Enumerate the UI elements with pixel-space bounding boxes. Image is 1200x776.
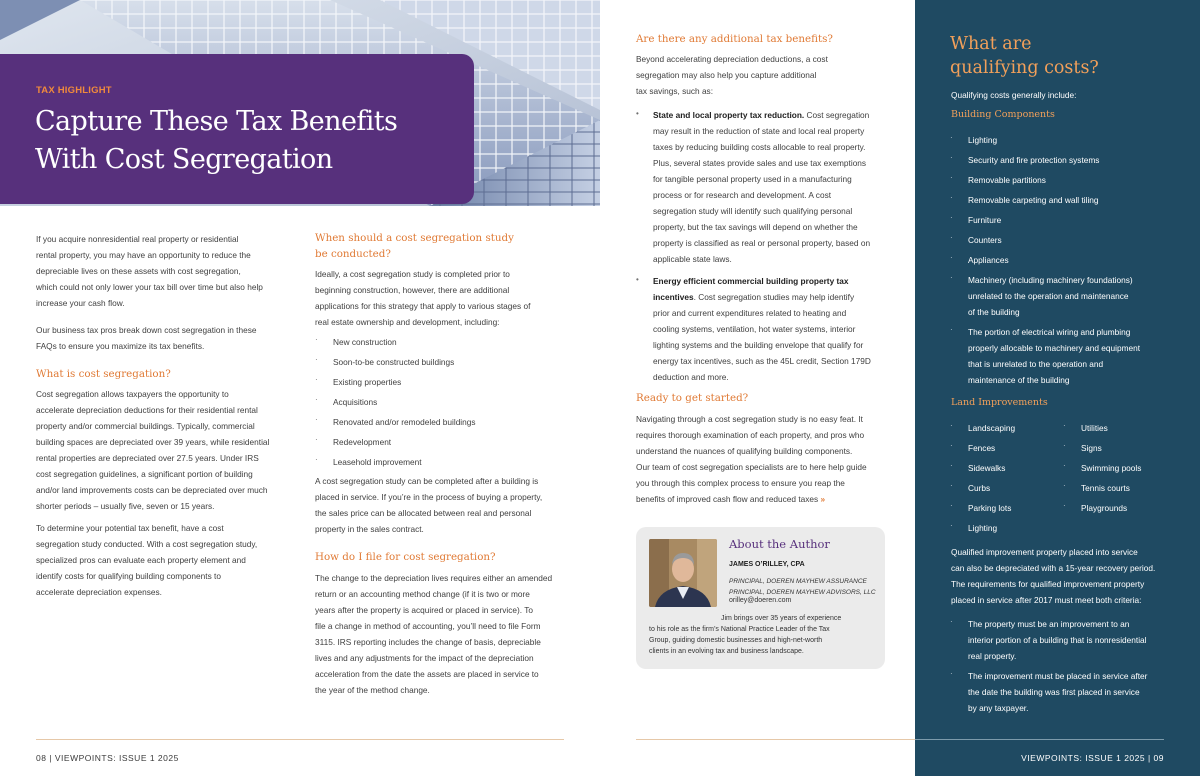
list-item: Lighting (968, 135, 998, 145)
intro-paragraph-2: Our business tax pros break down cost segregation in these FAQs to ensure you maximize its tax benefits. (36, 325, 257, 351)
answer-paragraph-2: To determine your potential tax benefit, have a cost segregation study conducted. With a cost segregation study, specialized pros can evaluate each property element and identify costs for qualifying building components to accelerate depreciation expenses. (36, 523, 258, 597)
bullet-icon: · (315, 435, 318, 444)
list-item: Removable carpeting and wall tiling (968, 195, 1099, 205)
question-heading: How do I file for cost segregation? (315, 551, 496, 563)
question-heading: Are there any additional tax benefits? (636, 33, 833, 45)
list-item: Lighting (968, 523, 998, 533)
bullet-icon: • (636, 109, 639, 118)
list-item: Sidewalks (968, 463, 1006, 473)
page-footer: 08 | VIEWPOINTS: ISSUE 1 2025 (36, 753, 179, 763)
list-item: Acquisitions (333, 397, 378, 407)
list-item: The improvement must be placed in service after the date the building was first placed in service by any taxpayer. (968, 671, 1148, 713)
answer-paragraph: Beyond accelerating depreciation deductions, a cost segregation may also help you capture additional tax savings, such as: (636, 54, 828, 96)
page-title-line-2: With Cost Segregation (35, 144, 333, 175)
bullet-icon: · (315, 335, 318, 344)
answer-paragraph: The change to the depreciation lives requires either an amended return or an accounting method change (if it is two or more years after the property is acquired or placed in service). To file a change in method of accounting, you’ll need to file Form 3115. IRS reporting includes the change of basis, depreciable lives and any adjustments for the impact of the depreciation acceleration from the date the assets are placed in service to the year of the method change. (315, 573, 553, 695)
list-item: Utilities (1081, 423, 1108, 433)
list-item: The portion of electrical wiring and plumbing properly allocable to machinery and equipment that is unrelated to the operation and maintenance of the building (968, 327, 1141, 385)
answer-paragraph: Navigating through a cost segregation study is no easy feat. It requires thorough examination of each property, and pros who understand the nuances of qualifying building components. Our team of cost segregation specialists are to here help guide you through this complex process to ensure you reap the benefits of improved cash flow and reduced taxes » (636, 414, 867, 504)
bullet-icon: · (950, 273, 953, 282)
author-bio: Jim brings over 35 years of experience to his role as the firm’s National Practice Leader of the Tax Group, guiding domestic businesses and high-net-worth clients in an evolving tax and business landscape. (649, 615, 842, 655)
bullet-icon: · (1063, 501, 1066, 510)
bullet-icon: · (950, 233, 953, 242)
bullet-icon: · (950, 193, 953, 202)
bullet-icon: · (950, 617, 953, 626)
list-item: Parking lots (968, 503, 1012, 513)
author-email: orilley@doeren.com (729, 597, 792, 604)
bullet-icon: · (950, 501, 953, 510)
land-improvements-heading: Land Improvements (951, 397, 1048, 408)
question-heading: What is cost segregation? (36, 368, 171, 380)
list-item: Curbs (968, 483, 991, 493)
bullet-icon: · (1063, 421, 1066, 430)
benefit-state-local: State and local property tax reduction. Cost segregation may result in the reduction of state and local real property taxes by reducing building costs allocable to real property. Plus, several states provide sales and use tax exemptions for tangible personal property used in a manufacturing process or for research and development. A cost segregation study will identify such qualifying personal property, but the tax savings will depend on whether the property is classified as real or personal property, based on applicable state laws. (653, 110, 871, 264)
bullet-icon: · (950, 481, 953, 490)
list-item: Appliances (968, 255, 1009, 265)
bullet-icon: · (950, 669, 953, 678)
bullet-icon: · (315, 455, 318, 464)
author-photo (649, 539, 717, 607)
author-heading: About the Author (729, 537, 830, 551)
list-item: Removable partitions (968, 175, 1046, 185)
list-item: New construction (333, 337, 397, 347)
footer-rule (636, 739, 915, 740)
bullet-icon: · (950, 213, 953, 222)
list-item: Playgrounds (1081, 503, 1128, 513)
section-label: TAX HIGHLIGHT (36, 85, 112, 96)
question-heading: When should a cost segregation study (315, 232, 514, 244)
page-footer: VIEWPOINTS: ISSUE 1 2025 | 09 (1021, 753, 1164, 763)
author-name: JAMES O’RILLEY, CPA (729, 561, 805, 568)
bullet-icon: · (950, 153, 953, 162)
sidebar-title: What are qualifying costs? (950, 34, 1099, 78)
bullet-icon: · (315, 355, 318, 364)
benefit-energy: Energy efficient commercial building property tax incentives. Cost segregation studies may help identify prior and current expenditures related to heating and cooling systems, ventilation, hot water systems, interior lighting systems and the building envelope that qualify for energy tax incentives, such as the 45L credit, Section 179D deduction and more. (653, 276, 871, 382)
answer-paragraph: Cost segregation allows taxpayers the opportunity to accelerate depreciation deductions for their residential rental property and/or commercial buildings. Typically, commercial building spaces are depreciated over 39 years, while residential rental properties are depreciated over 27.5 years. Under IRS cost segregation guidelines, a significant portion of building and/or land improvements costs can be depreciated over much shorter periods – usually five, seven or 15 years. (36, 389, 270, 511)
sidebar-intro: Qualifying costs generally include: (951, 90, 1077, 100)
bullet-icon: · (950, 133, 953, 142)
list-item: Soon-to-be constructed buildings (333, 357, 455, 367)
page-title-line-1: Capture These Tax Benefits (35, 106, 398, 137)
qip-paragraph: Qualified improvement property placed into service can also be depreciated with a 15-year recovery period. The requirements for qualified improvement property placed in service after 2017 must meet both criteria: (951, 547, 1156, 605)
bullet-icon: · (1063, 441, 1066, 450)
list-item: Security and fire protection systems (968, 155, 1100, 165)
building-components-heading: Building Components (951, 109, 1055, 120)
bullet-icon: · (950, 461, 953, 470)
bullet-icon: · (315, 375, 318, 384)
question-heading: Ready to get started? (636, 392, 749, 404)
list-item: Counters (968, 235, 1002, 245)
list-item: Furniture (968, 215, 1002, 225)
end-mark-icon: » (820, 494, 826, 504)
list-item: Swimming pools (1081, 463, 1142, 473)
bullet-icon: · (1063, 481, 1066, 490)
bullet-icon: • (636, 275, 639, 284)
intro-paragraph: If you acquire nonresidential real property or residential rental property, you may have an opportunity to reduce the depreciable lives on these assets with cost segregation, which could not only lower your tax bill over time but also help increase your cash flow. (36, 234, 263, 308)
list-item: Redevelopment (333, 437, 392, 447)
bullet-icon: · (315, 415, 318, 424)
list-item: Tennis courts (1081, 483, 1130, 493)
list-item: Renovated and/or remodeled buildings (333, 417, 476, 427)
list-item: Fences (968, 443, 996, 453)
bullet-icon: · (315, 395, 318, 404)
bullet-icon: · (950, 253, 953, 262)
footer-rule (915, 739, 1164, 740)
bullet-icon: · (950, 421, 953, 430)
list-item: Existing properties (333, 377, 402, 387)
list-item: Leasehold improvement (333, 457, 422, 467)
answer-paragraph-2: A cost segregation study can be completed after a building is placed in service. If you’re in the process of buying a property, the sales price can be allocated between real and personal property in the sales contract. (315, 476, 543, 534)
bullet-icon: · (950, 173, 953, 182)
footer-rule (36, 739, 564, 740)
list-item: The property must be an improvement to an interior portion of a building that is nonresidential real property. (968, 619, 1147, 661)
question-heading-cont: be conducted? (315, 248, 391, 260)
bullet-icon: · (950, 441, 953, 450)
list-item: Signs (1081, 443, 1102, 453)
list-item: Landscaping (968, 423, 1016, 433)
list-item: Machinery (including machinery foundations) unrelated to the operation and maintenance of the building (968, 275, 1133, 317)
bullet-icon: · (950, 325, 953, 334)
author-roles: PRINCIPAL, DOEREN MAYHEW ASSURANCE PRINCIPAL, DOEREN MAYHEW ADVISORS, LLC (729, 578, 876, 596)
bullet-icon: · (1063, 461, 1066, 470)
answer-paragraph: Ideally, a cost segregation study is completed prior to beginning construction, however, there are additional applications for this strategy that apply to various stages of real estate ownership and development, including: (315, 269, 531, 327)
bullet-icon: · (950, 521, 953, 530)
